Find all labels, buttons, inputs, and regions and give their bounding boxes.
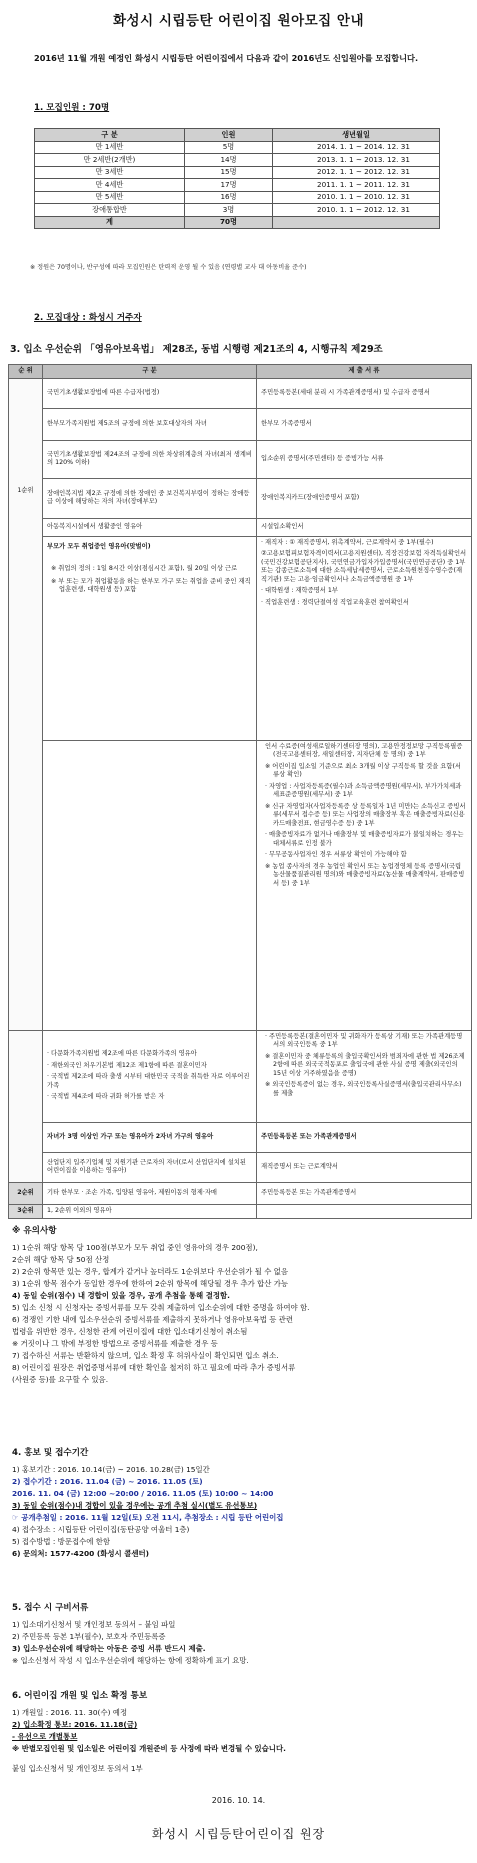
working-definition: ※ 취업의 정의 : 1일 8시간 이상(점심시간 포함), 월 20일 이상 근로 [51,565,238,572]
table-row [9,1152,472,1182]
header-count: 인원 [185,129,273,142]
header-rank: 순 위 [9,365,43,379]
doc-line: ※ 어린이집 입소일 기준으로 최소 3개월 이상 구직등록 할 것을 요함(서류상 확인) [265,762,461,778]
rank-3-label: 3순위 [9,1204,43,1218]
class-count: 14명 [185,154,273,167]
table-total-row [35,216,440,229]
section-3-heading: 3. 입소 우선순위 「영유아보육법」 제28조, 동법 시행령 제21조의 4, 시행규칙 제29조 [10,344,383,355]
note-line: (사원증 등)를 요구할 수 있음. [12,1374,109,1384]
note-line: 법령을 위반한 경우, 신청한 관계 어린이집에 대한 입소대기신청이 취소됨 [12,1326,248,1336]
documents-cell: 주민등록등본(세대 분리 시 가족관계증명서) 및 수급자 증명서 [257,378,472,408]
header-category: 구 분 [35,129,185,142]
sec5-line: ※ 입소신청서 작성 시 입소우선순위에 해당하는 항에 정확하게 표기 요망. [12,1655,249,1665]
working-parents-title: 부모가 모두 취업중인 영유아(맞벌이) [47,542,151,550]
class-count: 16명 [185,191,273,204]
sec4-line: 3) 동일 순위(점수)내 경합이 있을 경우에는 공개 추첨 실시(별도 유선통보) [12,1500,258,1510]
doc-line: ※ 신규 자영업자(사업자등록증 상 등록일자 1년 미만)는 소득신고 증빙서류(세무서 접수증 등) 또는 사업장의 매출장부 혹은 매출증빙자료(신용카드매출전표, 현금영수증 등) 중 1부 [265,802,466,827]
documents-cell: 주민등록등본 또는 가족관계증명서 [257,1122,472,1152]
class-birth-range: 2013. 1. 1 ~ 2013. 12. 31 [273,154,440,167]
sec6-line: 2) 입소확정 통보: 2016. 11.18(금) [12,1719,138,1729]
working-documents-continued [257,740,472,1030]
criteria-cell: 자녀가 3명 이상인 가구 또는 영유아가 2자녀 가구의 영유아 [43,1122,257,1152]
table-row [9,1030,472,1122]
class-name: 만 3세반 [35,166,185,179]
document-date: 2016. 10. 14. [211,1796,266,1805]
criteria-cell: 장애인복지법 제2조 규정에 의한 장애인 중 보건복지부령이 정하는 장애등급 이상에 해당하는 자의 자녀(장애부모) [43,478,257,518]
class-name: 만 2세반(2개반) [35,154,185,167]
table-row [9,536,472,740]
section-5 [12,1602,468,1667]
table-row [9,1122,472,1152]
documents-cell: 주민등록등본 또는 가족관계증명서 [257,1182,472,1204]
table-header-row [9,365,472,379]
section-6-heading: 6. 어린이집 개원 및 입소 확정 통보 [12,1691,148,1701]
class-name: 만 1세반 [35,141,185,154]
sec4-line: 1) 홍보기간 : 2016. 10.14(금) ~ 2016. 10.28(금) 15일간 [12,1464,210,1474]
table-row [35,191,440,204]
section-4-heading: 4. 홍보 및 접수기간 [12,1448,89,1458]
sec6-line: ※ 반별모집인원 및 입소일은 어린이집 개원준비 등 사정에 따라 변경될 수 있습니다. [12,1743,286,1753]
table-row [9,518,472,536]
total-blank [273,216,440,229]
rank-1-continued [9,1030,43,1182]
table-row [9,408,472,440]
section-5-heading: 5. 접수 시 구비서류 [12,1603,89,1613]
documents-cell: 한부모 가족증명서 [257,408,472,440]
class-birth-range: 2014. 1. 1 ~ 2014. 12. 31 [273,141,440,154]
note-line: 6) 경쟁인 기한 내에 입소우선순위 증빙서류를 제출하지 못하거나 영유아보육법 등 관련 [12,1314,293,1324]
class-birth-range: 2011. 1. 1 ~ 2011. 12. 31 [273,179,440,192]
intro-paragraph: 2016년 11월 개원 예정인 화성시 시립등탄 어린이집에서 다음과 같이 2016년도 신입원아를 모집합니다. [34,53,419,63]
doc-line: ※ 농업 종사자의 경우 농업인 확인서 또는 농업경영체 등록 증명서(국립농산물품질관리원 명의)와 매출증빙자료(농산물 매출계약서, 판매증빙서 등) 중 1부 [265,862,465,887]
doc-line: ※ 외국인등록증이 없는 경우, 외국인등록사실증명서(출입국관리사무소)를 제출 [265,1081,462,1097]
section-2-heading: 2. 모집대상 : 화성시 거주자 [34,313,142,323]
documents-cell: 입소순위 증명서(주민센터) 등 증빙가능 서류 [257,440,472,478]
class-count: 5명 [185,141,273,154]
note-line: 5) 입소 신청 시 신청자는 증빙서류를 모두 갖춰 제출하여 입소순위에 대한 증명을 하여야 함. [12,1302,310,1312]
working-documents-cell [257,536,472,740]
header-documents: 제 출 서 류 [257,365,472,379]
class-name: 만 4세반 [35,179,185,192]
sec6-line: - 유선으로 개별통보 [12,1731,78,1741]
multicultural-line: · 국적법 제4조에 따라 귀화 허가를 받은 자 [47,1093,165,1101]
multicultural-cell [43,1030,257,1122]
doc-line: · 무무공동사업자인 경우 서류상 확인이 가능해야 함 [265,851,407,858]
class-name: 장애통합반 [35,204,185,217]
class-birth-range: 2010. 1. 1 ~ 2010. 12. 31 [273,191,440,204]
sec5-line: 3) 입소우선순위에 해당하는 아동은 증빙 서류 반드시 제출. [12,1643,206,1653]
signature: 화성시 시립등탄어린이집 원장 [151,1827,326,1841]
doc-line: · 직업훈련생 : 경력단절여성 직업교육훈련 참여확인서 [261,598,409,606]
section-6 [12,1690,468,1775]
working-continued-cell [43,740,257,1030]
doc-line: · 주민등록등본(결혼이민자 및 귀화자가 등록상 기재) 또는 가족관계등명서의 외국인등록 중 1부 [265,1032,463,1048]
table-row [35,166,440,179]
section-1-heading: 1. 모집인원 : 70명 [34,103,110,113]
sec4-line: 4) 접수장소 : 시립등탄 어린이집(동탄공양 여울터 1층) [12,1524,190,1534]
sec4-line: 2016. 11. 04 (금) 12:00 ~20:00 / 2016. 11.05 (토) 10:00 ~ 14:00 [12,1488,274,1498]
documents-cell: 시설입소확인서 [257,518,472,536]
enrollment-table [34,128,440,229]
criteria-cell: 기타 한부모 · 조손 가족, 입양된 영유아, 제원이동의 형제·자매 [43,1182,257,1204]
note-line: 7) 접수하신 서류는 반환하지 않으며, 입소 확정 후 허위사실이 확인되면 입소 취소. [12,1350,279,1360]
table-row [35,204,440,217]
table-header-row [35,129,440,142]
priority-table [8,364,472,1219]
doc-line: ②고용보험피보험자격이력서(고용지원센터), 직장건강보험 자격득실확인서(국민건강보험공단지사), 국민연금가입자가입증명서(국민연금공단) 중 1부 또는 갑종근로소득에 대한 소득세납세증명서, 근로소득원천징수영수증(재직기관) 또는 고용·임금확인서나 소득금액증명원 중 1부 [261,550,467,583]
doc-line: ※ 결혼이민자 중 체류등록의 출입국확인서와 범죄자에 관한 법 제26조제2항에 따른 외국국적동포로 출입국에 관한 사실 증명 제출(외국인의 15년 이상 거주하였음을 증명) [265,1052,465,1077]
criteria-cell: 국민기초생활보장법 제24조의 규정에 의한 차상위계층의 자녀(최저 생계비의 120% 이하) [43,440,257,478]
multicultural-line: · 다문화가족지원법 제2조에 따른 다문화가족의 영유아 [47,1050,197,1058]
header-category: 구 분 [43,365,257,379]
enrollment-note: ※ 정원은 70명이나, 반구성에 따라 모집인원은 탄력적 운영 될 수 있음 (연령별 교사 대 아동비율 준수) [30,264,307,271]
multicultural-line: · 재한외국인 처우기본법 제12조 제1항에 따른 결혼이민자 [47,1061,207,1069]
class-birth-range: 2012. 1. 1 ~ 2012. 12. 31 [273,166,440,179]
class-name: 만 5세반 [35,191,185,204]
table-row [9,1182,472,1204]
note-line: 2순위 해당 항목 당 50점 산정 [12,1254,110,1264]
sec5-line: 1) 입소대기신청서 및 개인정보 동의서 – 붙임 파일 [12,1619,176,1629]
doc-line: · 재직자 : ① 재직증명서, 위촉계약서, 근로계약서 중 1부(필수) [261,538,434,546]
criteria-cell: 아동복지시설에서 생활중인 영유아 [43,518,257,536]
doc-line: 인서 수료증(여성새로일하기센터장 명의), 고용안정정보망 구직등록필증(전국고용센터장, 새일센터장, 지자단체 등 명의) 중 1부 [265,742,463,758]
table-row [9,378,472,408]
note-line: 3) 1순위 항목 점수가 동일한 경우에 한하여 2순위 항목에 해당될 경우 추가 합산 가능 [12,1278,288,1288]
doc-line: · 매출증빙자료가 없거나 매출장부 및 매출증빙자료가 불일치하는 경우는 대체서류로 인정 불가 [265,831,464,847]
notes-heading: ※ 유의사항 [12,1226,57,1236]
sec6-line: 1) 개원일 : 2016. 11. 30(수) 예정 [12,1707,128,1717]
document-title: 화성시 시립등탄 어린이집 원아모집 안내 [113,13,364,29]
note-line: 1) 1순위 해당 항목 당 100점(부모가 모두 취업 중인 영유아의 경우 200점), [12,1242,258,1252]
working-exception: ※ 부 또는 모가 취업활동을 하는 한부모 가구 또는 취업을 준비 중인 재직업훈련생, 대학원생 등) 포함 [51,577,251,593]
documents-cell: 재직증명서 또는 근로계약서 [257,1152,472,1182]
class-birth-range: 2010. 1. 1 ~ 2012. 12. 31 [273,204,440,217]
attachment-line: 붙임 입소신청서 및 개인정보 동의서 1부 [12,1763,143,1773]
note-line: 2) 2순위 항목만 있는 경우, 합계가 같거나 높더라도 1순위보다 우선순위가 될 수 없음 [12,1266,288,1276]
note-line: 8) 어린이집 원장은 취업증명서류에 대한 확인을 철저히 하고 필요에 따라 추가 증빙서류 [12,1362,296,1372]
sec4-line: ☞ 공개추첨일 : 2016. 11월 12일(토) 오전 11시, 추첨장소 : 시립 등탄 어린이집 [12,1512,284,1522]
criteria-cell: 한부모가족지원법 제5조의 규정에 의한 보호대상자의 자녀 [43,408,257,440]
table-row [35,154,440,167]
rank-1-label: 1순위 [9,378,43,1030]
header-birthdate: 생년월일 [273,129,440,142]
class-count: 17명 [185,179,273,192]
criteria-cell: 1, 2순위 이외의 영유아 [43,1204,257,1218]
criteria-cell: 국민기초생활보장법에 따른 수급자(법정) [43,378,257,408]
total-label: 계 [35,216,185,229]
class-count: 15명 [185,166,273,179]
notes-section [12,1225,468,1386]
multicultural-documents [257,1030,472,1122]
multicultural-line: · 국적법 제2조에 따라 출생 시부터 대한민국 국적을 취득한 자로 이루어진 가족 [47,1073,250,1089]
sec4-line: 2) 접수기간 : 2016. 11.04 (금) ~ 2016. 11.05 (토) [12,1476,203,1486]
table-row [9,740,472,1030]
documents-cell [257,1204,472,1218]
section-4 [12,1447,468,1560]
rank-2-label: 2순위 [9,1182,43,1204]
note-line: 4) 동일 순위(점수) 내 경합이 있을 경우, 공개 추첨을 통해 결정함. [12,1290,230,1300]
table-row [9,478,472,518]
table-row [9,1204,472,1218]
doc-line: · 자영업 : 사업자등록증(필수)과 소득금액증명원(세무서), 부가가치세과세표준증명원(세무서) 중 1부 [265,782,462,798]
class-count: 3명 [185,204,273,217]
sec5-line: 2) 주민등록 등본 1부(필수), 보호자 주민등록증 [12,1631,166,1641]
doc-line: · 대학원생 : 재학증명서 1부 [261,587,338,594]
sec4-line: 6) 문의처: 1577-4200 (화성시 콜센터) [12,1548,149,1558]
total-count: 70명 [185,216,273,229]
documents-cell: 장애인복지카드(장애인증명서 포함) [257,478,472,518]
table-row [35,179,440,192]
table-row [35,141,440,154]
sec4-line: 5) 접수방법 : 방문접수에 한함 [12,1536,111,1546]
working-parents-cell [43,536,257,740]
note-line: ※ 거짓이나 그 밖에 부정한 방법으로 증빙서류를 제출한 경우 등 [12,1338,218,1348]
table-row [9,440,472,478]
criteria-cell: 산업단지 입주기업체 및 지원기관 근로자의 자녀(로서 산업단지에 설치된 어린이집을 이용하는 영유아) [43,1152,257,1182]
